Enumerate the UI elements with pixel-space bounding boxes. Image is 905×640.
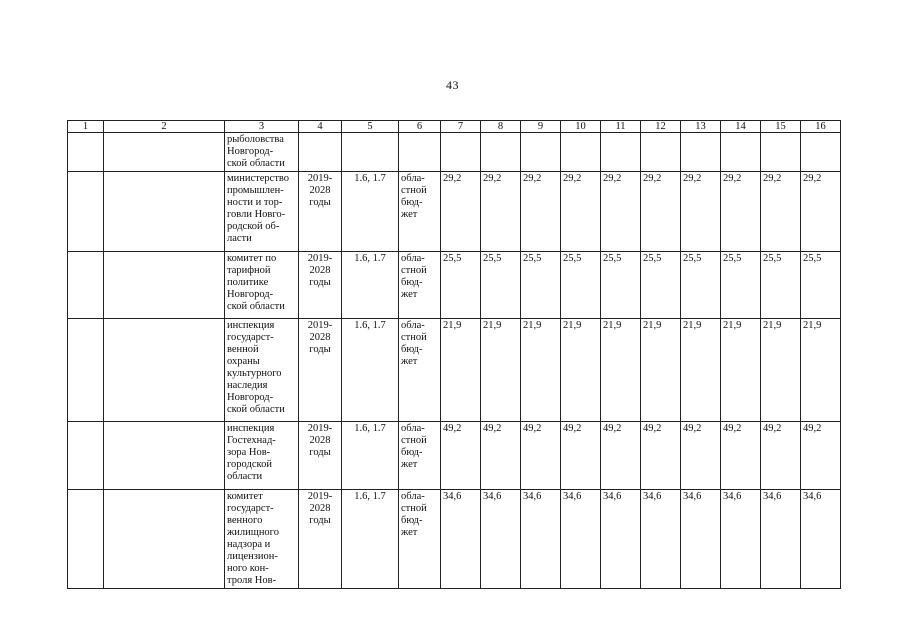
value-cell: 21,9 xyxy=(441,319,481,422)
executor-cell: комитет по тарифной политике Новгород- ской области xyxy=(225,252,299,319)
value-cell: 34,6 xyxy=(801,490,841,589)
value-cell: 34,6 xyxy=(761,490,801,589)
value-cell: 25,5 xyxy=(441,252,481,319)
value-cell: 34,6 xyxy=(601,490,641,589)
column-number-cell: 12 xyxy=(641,121,681,133)
row-number-cell xyxy=(68,133,104,172)
row-number-cell xyxy=(68,490,104,589)
value-cell: 25,5 xyxy=(521,252,561,319)
row-number-cell xyxy=(68,172,104,252)
value-cell: 25,5 xyxy=(761,252,801,319)
column-number-cell: 15 xyxy=(761,121,801,133)
period-cell: 2019- 2028 годы xyxy=(299,172,342,252)
row-number-cell xyxy=(68,252,104,319)
value-cell: 21,9 xyxy=(521,319,561,422)
table-row xyxy=(68,252,841,319)
value-cell: 29,2 xyxy=(761,172,801,252)
value-cell: 49,2 xyxy=(441,422,481,490)
period-cell xyxy=(299,133,342,172)
value-cell xyxy=(681,133,721,172)
column-number-cell: 9 xyxy=(521,121,561,133)
value-cell: 29,2 xyxy=(641,172,681,252)
column-number-row xyxy=(68,121,841,133)
value-cell xyxy=(641,133,681,172)
value-cell: 29,2 xyxy=(521,172,561,252)
table-row xyxy=(68,422,841,490)
value-cell xyxy=(441,133,481,172)
value-cell: 29,2 xyxy=(481,172,521,252)
value-cell: 49,2 xyxy=(721,422,761,490)
value-cell: 34,6 xyxy=(441,490,481,589)
value-cell: 49,2 xyxy=(561,422,601,490)
activity-cell xyxy=(104,172,225,252)
column-number-cell: 2 xyxy=(104,121,225,133)
value-cell: 21,9 xyxy=(481,319,521,422)
value-cell: 34,6 xyxy=(721,490,761,589)
period-cell: 2019- 2028 годы xyxy=(299,319,342,422)
value-cell: 25,5 xyxy=(561,252,601,319)
executor-cell: рыболовства Новгород- ской области xyxy=(225,133,299,172)
value-cell: 49,2 xyxy=(601,422,641,490)
value-cell: 34,6 xyxy=(521,490,561,589)
funding-source-cell: обла- стной бюд- жет xyxy=(399,422,441,490)
table-body xyxy=(68,121,841,589)
value-cell xyxy=(481,133,521,172)
value-cell: 25,5 xyxy=(801,252,841,319)
value-cell: 49,2 xyxy=(681,422,721,490)
period-cell: 2019- 2028 годы xyxy=(299,252,342,319)
value-cell xyxy=(521,133,561,172)
column-number-cell: 3 xyxy=(225,121,299,133)
table-row xyxy=(68,490,841,589)
column-number-cell: 7 xyxy=(441,121,481,133)
funding-source-cell: обла- стной бюд- жет xyxy=(399,252,441,319)
indicators-cell: 1.6, 1.7 xyxy=(342,172,399,252)
value-cell: 34,6 xyxy=(561,490,601,589)
executor-cell: комитет государст- венного жилищного надзора и лицензион- ного кон- троля Нов- xyxy=(225,490,299,589)
column-number-cell: 8 xyxy=(481,121,521,133)
value-cell: 21,9 xyxy=(681,319,721,422)
value-cell xyxy=(601,133,641,172)
indicators-cell xyxy=(342,133,399,172)
value-cell: 25,5 xyxy=(481,252,521,319)
value-cell: 29,2 xyxy=(801,172,841,252)
column-number-cell: 1 xyxy=(68,121,104,133)
indicators-cell: 1.6, 1.7 xyxy=(342,319,399,422)
column-number-cell: 14 xyxy=(721,121,761,133)
activity-cell xyxy=(104,422,225,490)
activity-cell xyxy=(104,490,225,589)
row-number-cell xyxy=(68,422,104,490)
period-cell: 2019- 2028 годы xyxy=(299,490,342,589)
value-cell: 49,2 xyxy=(521,422,561,490)
value-cell: 25,5 xyxy=(641,252,681,319)
indicators-cell: 1.6, 1.7 xyxy=(342,490,399,589)
value-cell: 49,2 xyxy=(761,422,801,490)
value-cell: 21,9 xyxy=(801,319,841,422)
value-cell: 49,2 xyxy=(481,422,521,490)
funding-source-cell: обла- стной бюд- жет xyxy=(399,172,441,252)
page-number: 43 xyxy=(446,78,459,92)
value-cell: 49,2 xyxy=(641,422,681,490)
value-cell xyxy=(801,133,841,172)
value-cell: 34,6 xyxy=(481,490,521,589)
table-row xyxy=(68,133,841,172)
indicators-cell: 1.6, 1.7 xyxy=(342,252,399,319)
value-cell: 25,5 xyxy=(681,252,721,319)
value-cell: 21,9 xyxy=(721,319,761,422)
column-number-cell: 16 xyxy=(801,121,841,133)
value-cell: 21,9 xyxy=(641,319,681,422)
value-cell xyxy=(721,133,761,172)
value-cell: 34,6 xyxy=(641,490,681,589)
value-cell: 29,2 xyxy=(561,172,601,252)
table-row xyxy=(68,172,841,252)
activity-cell xyxy=(104,252,225,319)
period-cell: 2019- 2028 годы xyxy=(299,422,342,490)
funding-source-cell xyxy=(399,133,441,172)
executor-cell: министерство промышлен- ности и тор- говли Новго- родской об- ласти xyxy=(225,172,299,252)
funding-source-cell: обла- стной бюд- жет xyxy=(399,319,441,422)
executor-cell: инспекция Гостехнад- зора Нов- городской области xyxy=(225,422,299,490)
value-cell: 29,2 xyxy=(681,172,721,252)
executor-cell: инспекция государст- венной охраны культурного наследия Новгород- ской области xyxy=(225,319,299,422)
activity-cell xyxy=(104,319,225,422)
indicators-cell: 1.6, 1.7 xyxy=(342,422,399,490)
value-cell: 25,5 xyxy=(601,252,641,319)
funding-source-cell: обла- стной бюд- жет xyxy=(399,490,441,589)
value-cell: 34,6 xyxy=(681,490,721,589)
column-number-cell: 11 xyxy=(601,121,641,133)
row-number-cell xyxy=(68,319,104,422)
column-number-cell: 4 xyxy=(299,121,342,133)
column-number-cell: 6 xyxy=(399,121,441,133)
program-funding-table xyxy=(67,120,841,589)
value-cell: 21,9 xyxy=(601,319,641,422)
value-cell: 29,2 xyxy=(601,172,641,252)
value-cell: 25,5 xyxy=(721,252,761,319)
value-cell: 21,9 xyxy=(561,319,601,422)
value-cell: 29,2 xyxy=(721,172,761,252)
value-cell xyxy=(761,133,801,172)
column-number-cell: 13 xyxy=(681,121,721,133)
value-cell: 49,2 xyxy=(801,422,841,490)
column-number-cell: 5 xyxy=(342,121,399,133)
value-cell: 21,9 xyxy=(761,319,801,422)
table-row xyxy=(68,319,841,422)
activity-cell xyxy=(104,133,225,172)
value-cell xyxy=(561,133,601,172)
value-cell: 29,2 xyxy=(441,172,481,252)
column-number-cell: 10 xyxy=(561,121,601,133)
